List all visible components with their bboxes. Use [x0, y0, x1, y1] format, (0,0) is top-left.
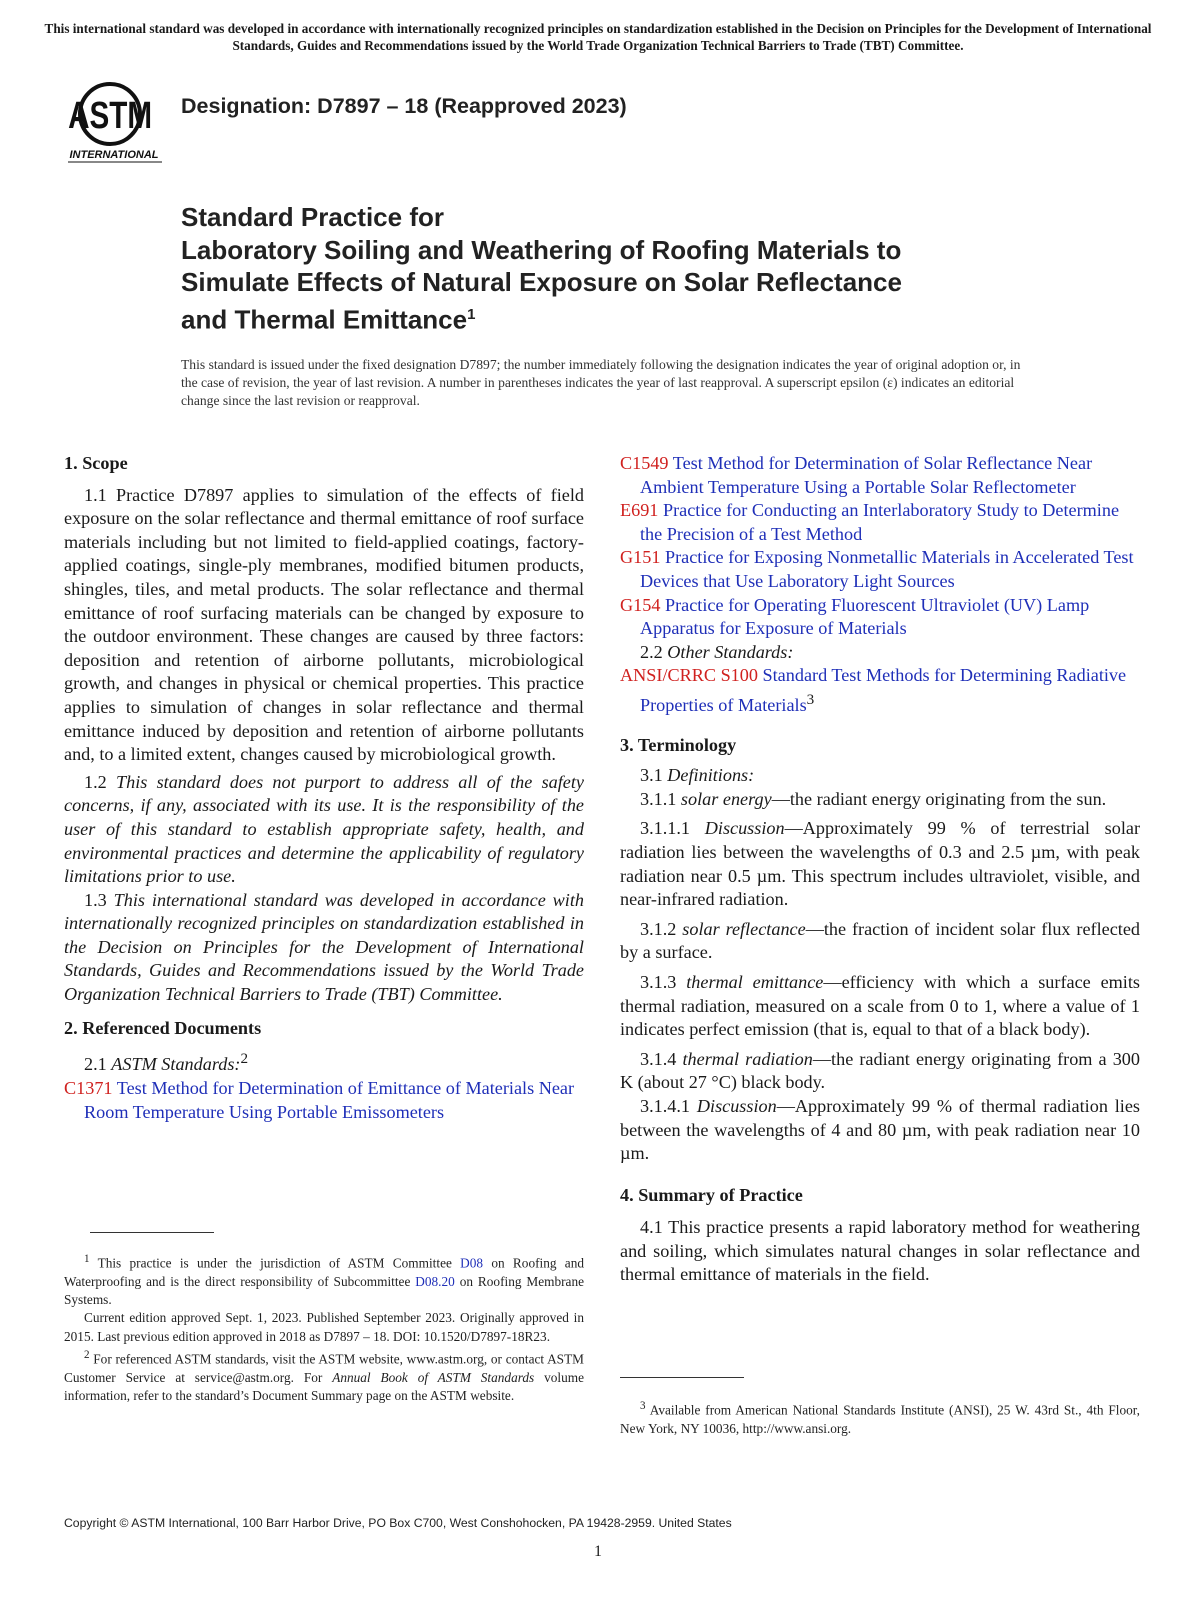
ref-c1549-title[interactable]: Test Method for Determination of Solar Reflectance Near Ambient Temperature Using a Portable Solar Reflectometer: [640, 453, 1093, 497]
term-3-1-4-1-text: —Approximately 99 % of thermal radiation lies between the wavelengths of 4 and 80 µm, with peak radiation near 10 µm.: [620, 1095, 1141, 1164]
ref-g151-title[interactable]: Practice for Exposing Nonmetallic Materials in Accelerated Test Devices that Use Laboratory Light Sources: [640, 547, 1134, 591]
ref-ansi-footnote-mark: 3: [806, 690, 815, 708]
term-3-1-1-text: —the radiant energy originating from the sun.: [771, 788, 1107, 809]
scope-1-1: 1.1 Practice D7897 applies to simulation of the effects of field exposure on the solar reflectance and thermal emittance of roof surface materials including but not limited to field-applied coatings, factory-applied coatings, single-ply membranes, modified bitumen products, shingles, tiles, and metal products. The solar reflectance and thermal emittance of roof surfacing materials can be changed by exposure to the outdoor environment. These changes are caused by three factors: deposition and retention of airborne pollutants, microbiological growth, and changes in physical or chemical properties. This practice applies to simulation of changes in solar reflectance and thermal emittance induced by deposition and retention of airborne pollutants and, to a limited extent, changes caused by microbiological growth.: [64, 484, 584, 765]
left-column: [64, 452, 584, 1124]
refdocs-2-1-num: 2.1: [84, 1054, 107, 1075]
footnote-link-d08[interactable]: D08: [460, 1255, 484, 1271]
refdocs-2-2-text: Other Standards:: [667, 641, 794, 662]
footnote-2: [64, 1346, 584, 1405]
footnote-edition: Current edition approved Sept. 1, 2023. Published September 2023. Originally approved in 2015. Last previous edition approved in 2018 as D7897 – 18. DOI: 10.1520/D7897-18R23.: [64, 1310, 584, 1344]
scope-1-3-text: This international standard was developed in accordance with internationally recognized principles on standardization established in the Decision on Principles for the Development of International Standards, Guides and Recommendations issued by the World Trade Organization Technical Barriers to Trade (TBT) Committee.: [64, 889, 585, 1005]
term-3-1-4-1-num: 3.1.4.1: [640, 1095, 691, 1116]
term-3-1-4: [620, 1048, 1140, 1095]
title-line-3: Simulate Effects of Natural Exposure on Solar Reflectance: [181, 267, 902, 297]
summary-4-1: 4.1 This practice presents a rapid laboratory method for weathering and soiling, which simulates natural changes in solar reflectance and thermal emittance of materials in the field.: [620, 1217, 1140, 1285]
scope-1-3-num: 1.3: [84, 889, 107, 910]
logo-text: ASTM: [68, 94, 152, 137]
summary-heading: 4. Summary of Practice: [620, 1184, 803, 1205]
scope-1-2: [64, 771, 584, 889]
footnote-1-mark: 1: [84, 1253, 90, 1265]
footnote-3-text: Available from American National Standards Institute (ANSI), 25 W. 43rd St., 4th Floor, New York, NY 10036, http://www.ansi.org.: [620, 1402, 1140, 1436]
footnote-1: [64, 1250, 584, 1309]
footnote-3: [620, 1397, 1140, 1438]
ref-ansi-title[interactable]: Standard Test Methods for Determining Radiative Properties of Materials: [640, 665, 1127, 715]
logo-subtitle: INTERNATIONAL: [69, 149, 159, 161]
footnote-link-d08-20[interactable]: D08.20: [415, 1273, 455, 1289]
term-3-1-3-num: 3.1.3: [640, 971, 677, 992]
term-3-1-2: [620, 918, 1140, 965]
right-column: [620, 452, 1140, 1287]
title-footnote-mark: 1: [467, 305, 476, 323]
term-3-1-4-1: [620, 1095, 1140, 1166]
refdocs-footnote-mark: 2: [240, 1050, 249, 1068]
ref-e691-code[interactable]: E691: [620, 500, 659, 521]
term-3-1-1-num: 3.1.1: [640, 788, 677, 809]
refdocs-2-2-num: 2.2: [640, 641, 663, 662]
ref-g154-code[interactable]: G154: [620, 594, 661, 615]
astm-logo: [64, 76, 174, 170]
footnote-rule-right: [620, 1377, 744, 1378]
term-3-1: [620, 764, 1140, 788]
footnote-1-c: on Roofing Membrane Systems.: [64, 1273, 584, 1308]
footnote-2-mark: 2: [84, 1348, 90, 1361]
ref-g154[interactable]: [620, 594, 1140, 641]
document-title: [181, 201, 1041, 336]
refdocs-2-1-text: ASTM Standards:: [111, 1054, 241, 1075]
term-3-1-num: 3.1: [640, 765, 663, 786]
scope-heading: 1. Scope: [64, 453, 128, 473]
term-3-1-1-1-term: Discussion: [704, 818, 785, 839]
term-3-1-1-1-num: 3.1.1.1: [640, 818, 691, 839]
refdocs-2-2: [620, 641, 1140, 665]
term-3-1-2-num: 3.1.2: [640, 918, 677, 939]
footnote-2-b: volume information, refer to the standard’s Document Summary page on the ASTM website.: [64, 1369, 585, 1403]
ref-e691[interactable]: [620, 499, 1140, 546]
term-3-1-4-1-term: Discussion: [696, 1095, 777, 1116]
wto-banner: This international standard was developed in accordance with internationally recognized principles on standardization established in the Decision on Principles for the Development of International Standards, Guides and Recommendations issued by the World Trade Organization Technical Barriers to Trade (TBT) Committee.: [44, 21, 1152, 53]
term-3-1-4-num: 3.1.4: [640, 1048, 677, 1069]
term-3-1-1-1: [620, 817, 1140, 911]
designation: Designation: D7897 – 18 (Reapproved 2023): [181, 94, 627, 118]
term-3-1-2-text: —the fraction of incident solar flux reflected by a surface.: [620, 918, 1141, 963]
scope-1-2-text: This standard does not purport to address all of the safety concerns, if any, associated with its use. It is the responsibility of the user of this standard to establish appropriate safety, health, and environmental practices and determine the applicability of regulatory limitations prior to use.: [64, 771, 584, 887]
title-line-4-text: and Thermal Emittance: [181, 304, 468, 335]
ref-c1371-code[interactable]: C1371: [64, 1077, 113, 1098]
term-3-1-1-1-text: —Approximately 99 % of terrestrial solar radiation lies between the wavelengths of 0.3 and 2.5 µm, with peak radiation near 0.5 µm. This spectrum includes ultraviolet, visible, and near-infrared radiation.: [620, 818, 1141, 910]
title-line-2: Laboratory Soiling and Weathering of Roofing Materials to: [181, 234, 902, 265]
footnote-2-a: For referenced ASTM standards, visit the ASTM website, www.astm.org, or contact ASTM Customer Service at service@astm.org. For: [64, 1351, 585, 1385]
scope-1-3: [64, 889, 584, 1007]
refdocs-heading: 2. Referenced Documents: [64, 1017, 262, 1038]
title-line-4: [181, 299, 1041, 336]
footnote-3-mark: 3: [640, 1400, 646, 1412]
ref-c1549-code[interactable]: C1549: [620, 453, 669, 473]
ref-g154-title[interactable]: Practice for Operating Fluorescent Ultraviolet (UV) Lamp Apparatus for Exposure of Materials: [640, 594, 1090, 639]
astm-logo-icon: [64, 76, 174, 170]
term-3-1-3-term: thermal emittance: [686, 971, 824, 992]
copyright: Copyright © ASTM International, 100 Barr Harbor Drive, PO Box C700, West Conshohocken, PA 19428-2959. United States: [64, 1516, 732, 1530]
scope-1-2-num: 1.2: [84, 771, 107, 792]
term-3-1-1-term: solar energy: [680, 788, 772, 809]
term-3-1-1: [620, 788, 1140, 812]
footnotes-right: [620, 1397, 1140, 1438]
issued-note: This standard is issued under the fixed designation D7897; the number immediately following the designation indicates the year of original adoption or, in the case of revision, the year of last revision. A number in parentheses indicates the year of last reapproval. A superscript epsilon (ε) indicates an editorial change since the last revision or reapproval.: [181, 357, 1021, 408]
term-3-1-2-term: solar reflectance: [682, 918, 806, 939]
term-3-1-text: Definitions:: [667, 765, 755, 786]
refdocs-2-1: [64, 1047, 584, 1077]
term-3-1-3-text: —efficiency with which a surface emits thermal radiation, measured on a scale from 0 to 1, where a value of 1 indicates perfect emission (that is, equal to that of a black body).: [620, 971, 1140, 1040]
ref-g151[interactable]: [620, 546, 1140, 593]
footnotes-left: [64, 1250, 584, 1405]
footnote-2-italic: Annual Book of ASTM Standards: [332, 1369, 535, 1385]
ref-ansi-code[interactable]: ANSI/CRRC S100: [620, 665, 758, 686]
terminology-heading: 3. Terminology: [620, 734, 737, 755]
ref-g151-code[interactable]: G151: [620, 547, 661, 568]
title-line-1: Standard Practice for: [181, 202, 444, 232]
term-3-1-4-term: thermal radiation: [682, 1048, 813, 1069]
ref-ansi-crrc-s100[interactable]: [620, 664, 1140, 717]
term-3-1-3: [620, 971, 1140, 1042]
ref-e691-title[interactable]: Practice for Conducting an Interlaboratory Study to Determine the Precision of a Test Method: [640, 500, 1120, 544]
footnote-rule-left: [90, 1232, 214, 1233]
ref-c1549[interactable]: [620, 452, 1140, 499]
term-3-1-4-text: —the radiant energy originating from a 300 K (about 27 °C) black body.: [620, 1048, 1140, 1093]
footnote-1-b: on Roofing and Waterproofing and is the direct responsibility of Subcommittee: [64, 1255, 584, 1289]
page-number: 1: [594, 1543, 602, 1560]
ref-c1371[interactable]: [64, 1077, 584, 1124]
ref-c1371-title[interactable]: Test Method for Determination of Emittance of Materials Near Room Temperature Using Portable Emissometers: [84, 1077, 575, 1122]
footnote-1-a: This practice is under the jurisdiction of ASTM Committee: [97, 1255, 452, 1271]
